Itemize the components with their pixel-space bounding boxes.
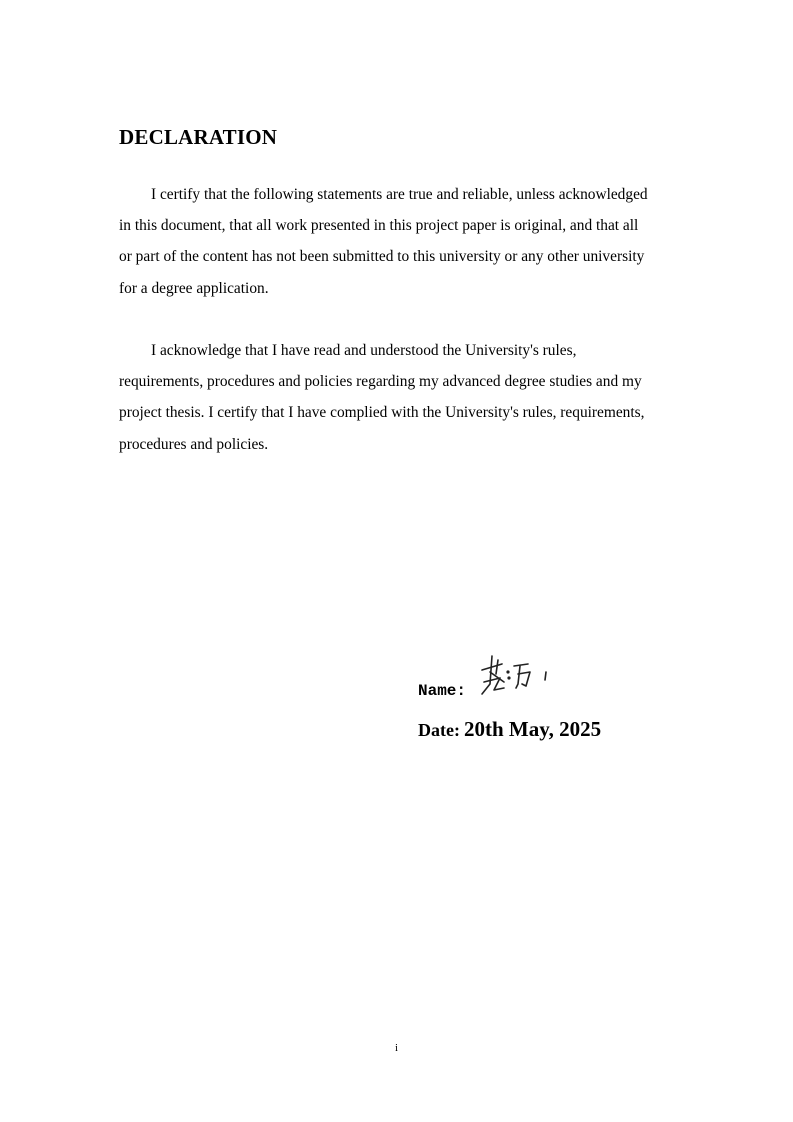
- page-number: i: [394, 1042, 399, 1054]
- date-value: 20th May, 2025: [463, 717, 602, 741]
- paragraph-line: I certify that the following statements are true and reliable, unless acknowledged: [151, 186, 648, 203]
- name-label: Name:: [418, 682, 467, 700]
- paragraph-line: procedures and policies.: [119, 435, 269, 453]
- paragraph-line: or part of the content has not been submitted to this university or any other university: [119, 248, 645, 266]
- acknowledgement-paragraph: [119, 335, 669, 460]
- paragraph-line: in this document, that all work presented in this project paper is original, and that all: [119, 217, 639, 235]
- paragraph-line: for a degree application.: [119, 279, 269, 297]
- name-field: [418, 650, 618, 705]
- paragraph-line: I acknowledge that I have read and understood the University's rules,: [151, 342, 577, 359]
- certification-paragraph: [119, 179, 669, 304]
- page-title: DECLARATION: [119, 125, 278, 149]
- paragraph-line: project thesis. I certify that I have complied with the University's rules, requirements,: [119, 404, 645, 422]
- signature-icon: [476, 652, 566, 698]
- paragraph-line: requirements, procedures and policies regarding my advanced degree studies and my: [119, 373, 642, 391]
- date-field: [418, 717, 601, 742]
- date-label: Date:: [418, 720, 460, 740]
